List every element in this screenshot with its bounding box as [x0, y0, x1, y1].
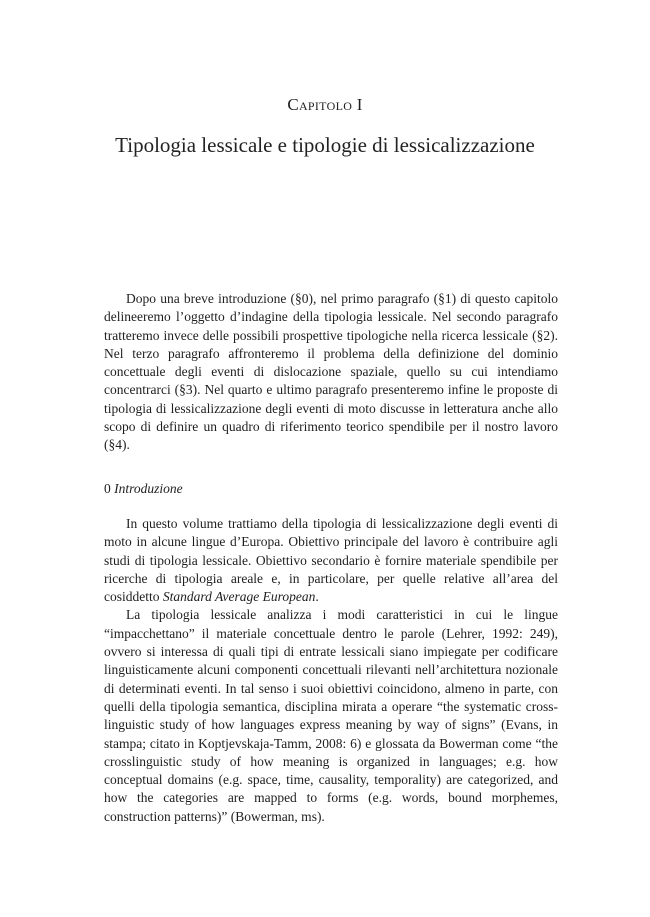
section-heading: [104, 481, 183, 497]
body-paragraph-1-text: In questo volume trattiamo della tipologia di lessicalizzazione degli eventi di moto in alcune lingue d’Europa. Obiettivo principale del lavoro è contribuire agli studi di tipologia lessicale. Obiettivo secondario è fornire materiale spendibile per ricerche di tipologia areale e, in particolare, per quelle relative all’area del cosiddetto: [104, 516, 558, 605]
intro-paragraph-block: [104, 290, 558, 455]
section-number: 0: [104, 481, 111, 496]
body-paragraph-1-italic: Standard Average European: [162, 589, 316, 605]
chapter-label: Capitolo I: [287, 95, 363, 114]
body-paragraph-1-end: .: [315, 589, 319, 605]
body-paragraph-1: [104, 515, 558, 606]
body-text-block: [104, 515, 558, 826]
intro-paragraph: Dopo una breve introduzione (§0), nel primo paragrafo (§1) di questo capitolo delineeremo l’oggetto d’indagine della tipologia lessicale. Nel secondo paragrafo tratteremo invece delle possibili prospettive tipologiche nella ricerca lessicale (§2). Nel terzo paragrafo affronteremo il problema della definizione del dominio concettuale degli eventi di dislocazione spaziale, quello su cui intendiamo concentrarci (§3). Nel quarto e ultimo paragrafo presenteremo infine le proposte di tipologia di lessicalizzazione degli eventi di moto discusse in letteratura anche allo scopo di definire un quadro di riferimento teorico spendibile per il nostro lavoro (§4).: [104, 291, 558, 453]
chapter-title: Tipologia lessicale e tipologie di lessicalizzazione: [115, 133, 535, 157]
body-paragraph-2: La tipologia lessicale analizza i modi caratteristici in cui le lingue “impacchettano” il materiale concettuale dentro le parole (Lehrer, 1992: 249), ovvero si interessa di quali tipi di entrate lessicali siano impiegate per codificare linguisticamente alcuni componenti concettuali rilevanti nell’architettura nozionale di determinati eventi. In tal senso i suoi obiettivi coincidono, almeno in parte, con quelli della tipologia semantica, disciplina mirata a operare “the systematic cross-linguistic study of how languages express meaning by way of signs” (Evans, in stampa; citato in Koptjevskaja-Tamm, 2008: 6) e glossata da Bowerman come “the crosslinguistic study of how meaning is organized in languages; e.g. how conceptual domains (e.g. space, time, causality, temporality) are categorized, and how the categories are mapped to forms (e.g. words, bound morphemes, construction patterns)” (Bowerman, ms).: [104, 607, 558, 824]
section-title: Introduzione: [114, 481, 183, 496]
